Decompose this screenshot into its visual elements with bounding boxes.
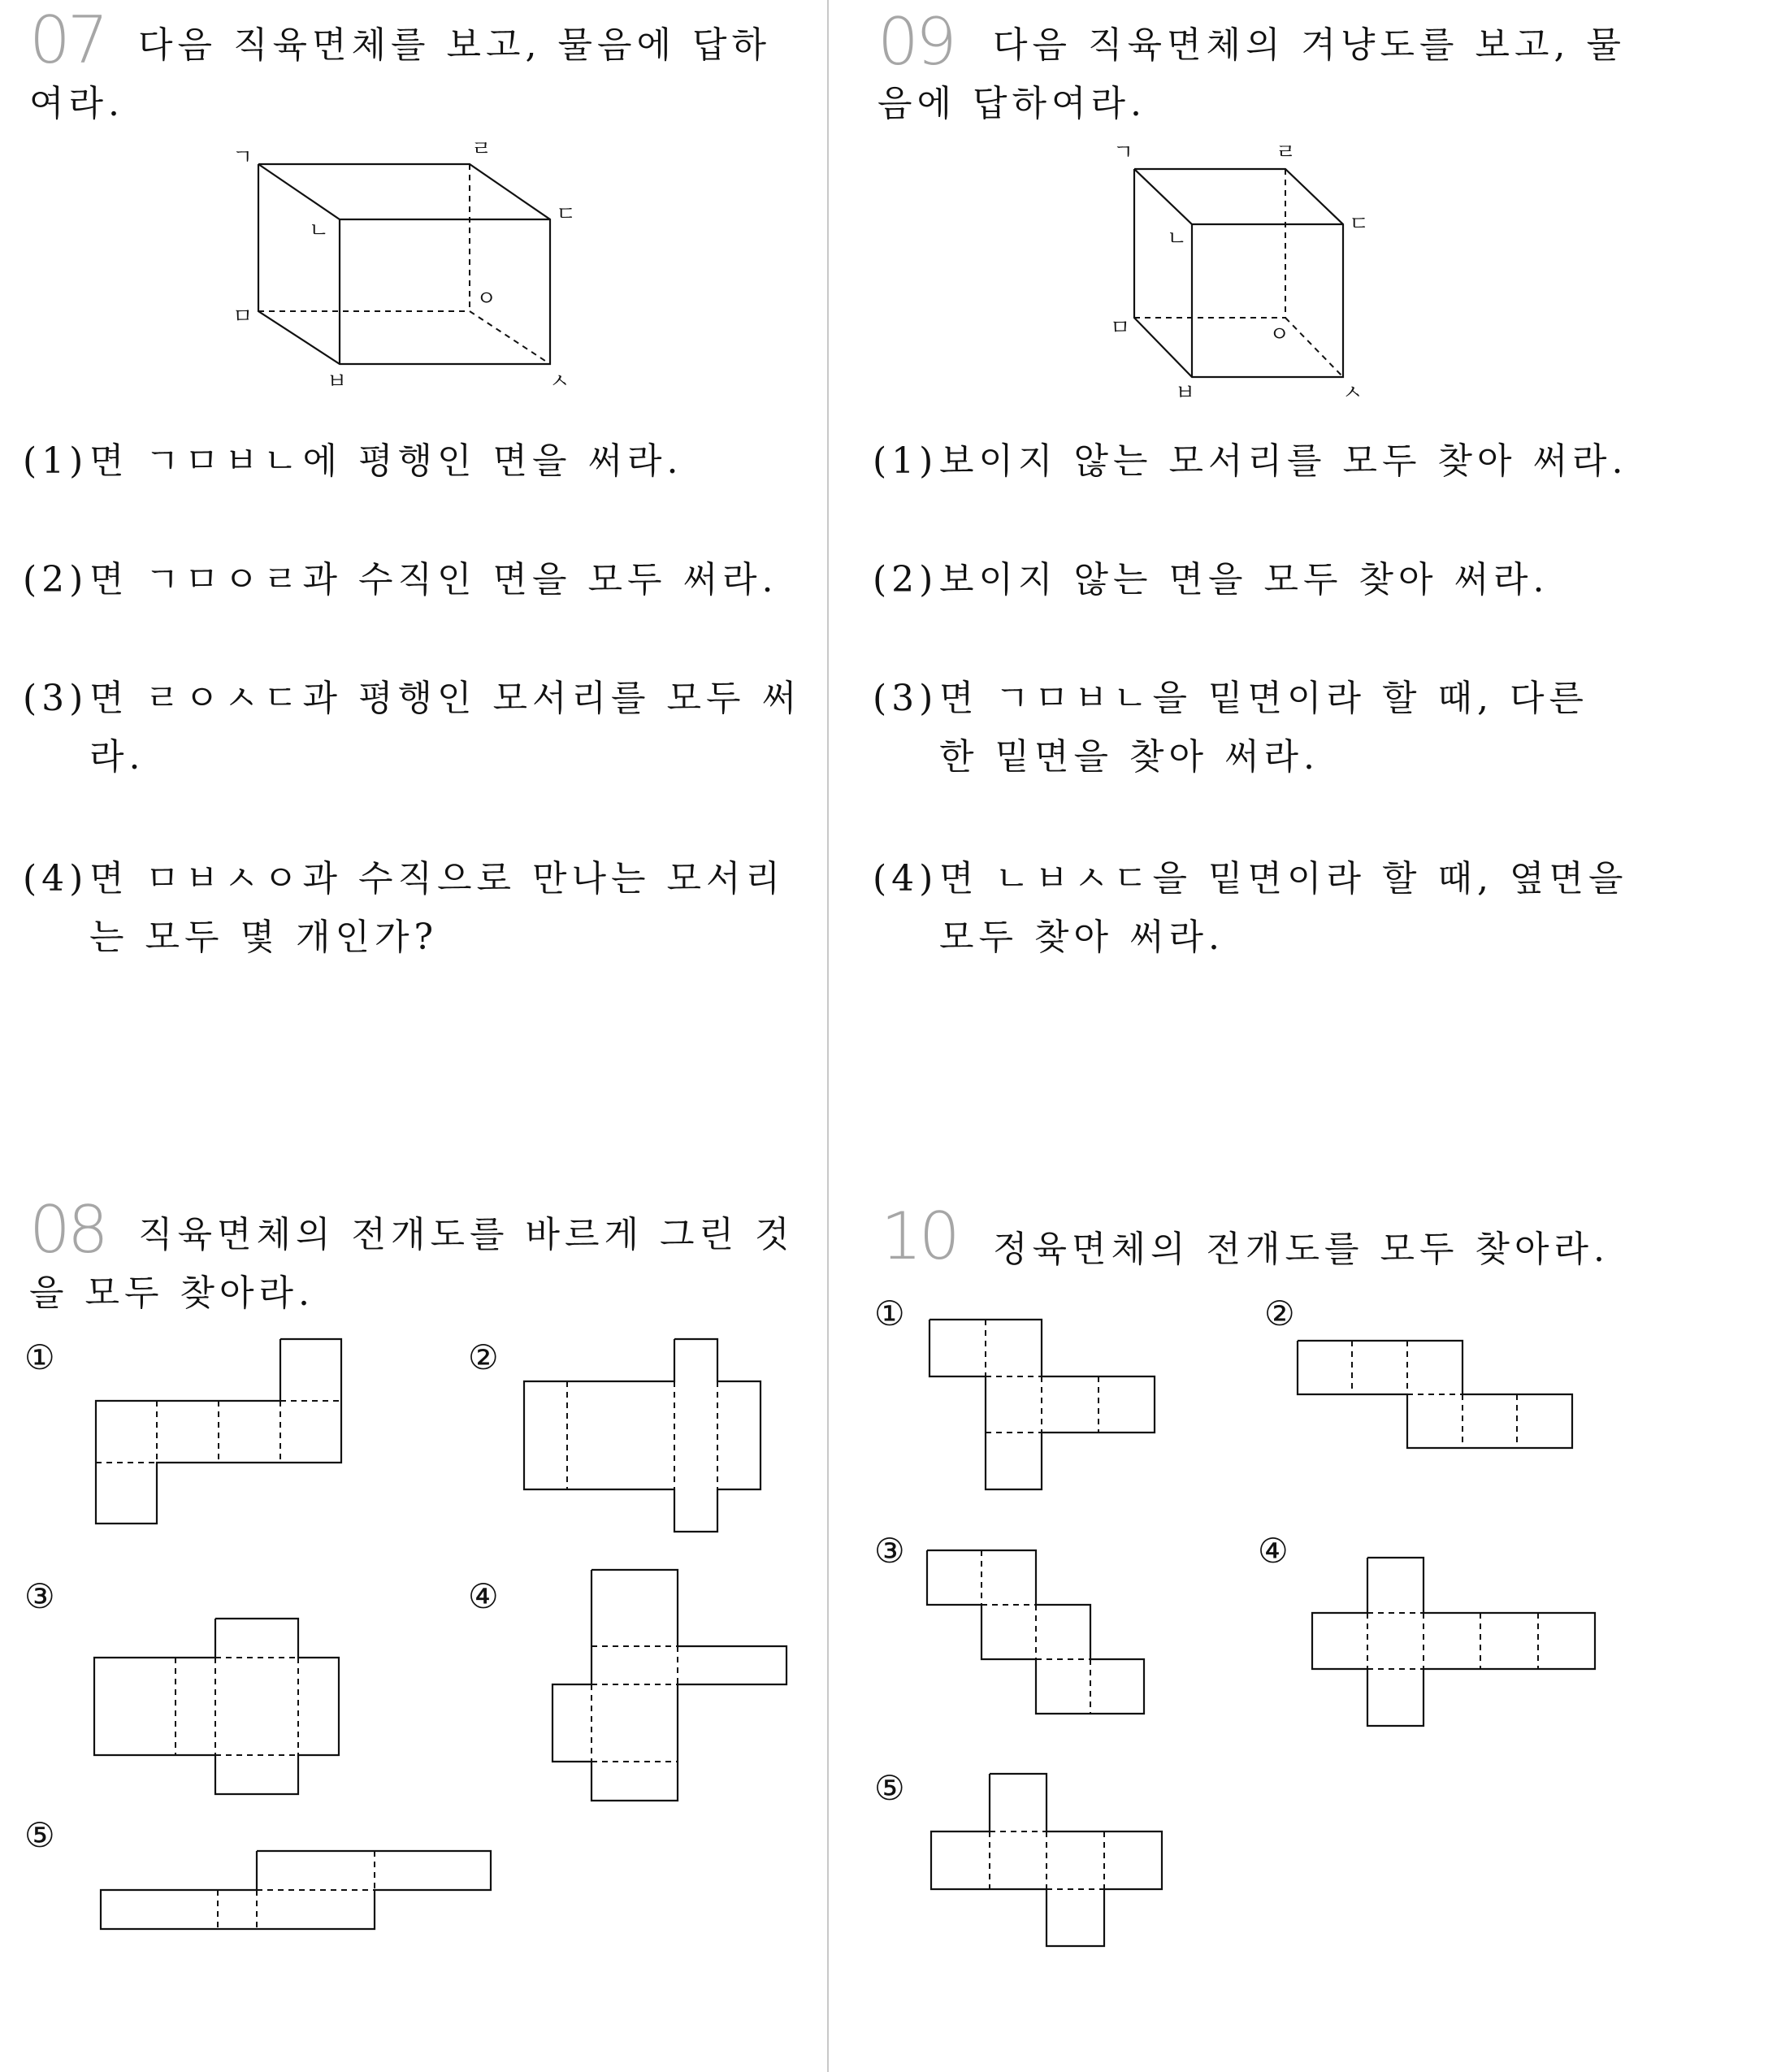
- q10-option-label-4: ④: [1258, 1531, 1289, 1571]
- q07-vertex-label: ㄱ: [232, 145, 254, 170]
- q08-title-line2: 을 모두 찾아라.: [29, 1272, 314, 1314]
- q09-sub-1: [873, 432, 1685, 491]
- q09-vertex-label: ㅂ: [1175, 381, 1196, 405]
- q08-option-label-5: ⑤: [24, 1815, 55, 1855]
- q10-title: 정육면체의 전개도를 모두 찾아라.: [993, 1229, 1610, 1270]
- q10-option-label-3: ③: [874, 1531, 905, 1571]
- sub-text: 면 ㅁㅂㅅㅇ과 수직으로 만나는 모서리 는 모두 몇 개인가?: [89, 858, 786, 958]
- q07-title-line1: 다음 직육면체를 보고, 물음에 답하: [138, 24, 771, 66]
- sub-number: (1): [873, 440, 938, 482]
- q09-vertex-label: ㅁ: [1110, 316, 1131, 340]
- sub-number: (2): [23, 559, 89, 600]
- q07-vertex-label: ㅅ: [549, 370, 570, 394]
- sub-number: (3): [873, 678, 938, 719]
- q10-option-label-2: ②: [1264, 1294, 1295, 1333]
- q07-vertex-label: ㄹ: [471, 137, 492, 162]
- sub-text: 면 ㄱㅁㅂㄴ을 밑면이라 할 때, 다른 한 밑면을 찾아 써라.: [939, 678, 1588, 778]
- q07-sub-3: [23, 670, 803, 787]
- q08-option-label-1: ①: [24, 1337, 55, 1377]
- q07-title-line2: 여라.: [29, 83, 124, 124]
- q09-title-line1: 다음 직육면체의 겨냥도를 보고, 물: [993, 24, 1626, 66]
- q10-option-label-1: ①: [874, 1294, 905, 1333]
- question-number-07: 07: [29, 2, 106, 78]
- sub-number: (1): [23, 440, 89, 482]
- sub-number: (2): [873, 559, 938, 600]
- q07-vertex-label: ㄴ: [309, 219, 330, 243]
- q09-sub-4: [873, 850, 1685, 967]
- q07-sub-1: [23, 432, 803, 491]
- sub-text: 보이지 않는 모서리를 모두 찾아 써라.: [939, 440, 1628, 482]
- q09-cube-edges: [1134, 169, 1343, 377]
- column-divider: [827, 0, 829, 2072]
- sub-text: 보이지 않는 면을 모두 찾아 써라.: [939, 559, 1549, 600]
- q07-sub-2: [23, 551, 803, 609]
- q08-option-label-2: ②: [468, 1337, 499, 1377]
- q09-vertex-label: ㄴ: [1167, 227, 1188, 251]
- q08-title-line1: 직육면체의 전개도를 바르게 그린 것: [138, 1214, 795, 1255]
- q09-title-line2: 음에 답하여라.: [878, 83, 1146, 124]
- q07-vertex-label: ㄷ: [556, 202, 577, 227]
- q10-option-label-5: ⑤: [874, 1768, 905, 1808]
- q10-net-5: [0, 0, 1, 1]
- sub-number: (4): [23, 858, 89, 899]
- q09-sub-2: [873, 551, 1685, 609]
- sub-text: 면 ㄴㅂㅅㄷ을 밑면이라 할 때, 옆면을 모두 찾아 써라.: [939, 858, 1628, 958]
- sub-number: (4): [873, 858, 938, 899]
- sub-text: 면 ㄱㅁㅇㄹ과 수직인 면을 모두 써라.: [89, 559, 778, 600]
- q09-vertex-label: ㅇ: [1269, 323, 1290, 347]
- q09-vertex-label: ㄱ: [1113, 141, 1134, 165]
- q09-sub-3: [873, 670, 1685, 787]
- question-number-10: 10: [881, 1199, 957, 1274]
- q09-vertex-label: ㅅ: [1342, 381, 1363, 405]
- q07-cuboid-edges: [258, 164, 550, 364]
- sub-text: 면 ㄹㅇㅅㄷ과 평행인 모서리를 모두 써 라.: [89, 678, 801, 778]
- question-number-08: 08: [29, 1192, 106, 1268]
- q07-vertex-label: ㅇ: [476, 287, 497, 311]
- sub-number: (3): [23, 678, 89, 719]
- q08-option-label-4: ④: [468, 1576, 499, 1616]
- q09-vertex-label: ㄹ: [1276, 141, 1297, 165]
- q07-vertex-label: ㅁ: [232, 305, 254, 329]
- q09-vertex-label: ㄷ: [1349, 212, 1370, 236]
- question-number-09: 09: [878, 4, 954, 80]
- sub-text: 면 ㄱㅁㅂㄴ에 평행인 면을 써라.: [89, 440, 683, 482]
- q07-sub-4: [23, 850, 803, 967]
- q08-option-label-3: ③: [24, 1576, 55, 1616]
- q07-vertex-label: ㅂ: [327, 370, 348, 394]
